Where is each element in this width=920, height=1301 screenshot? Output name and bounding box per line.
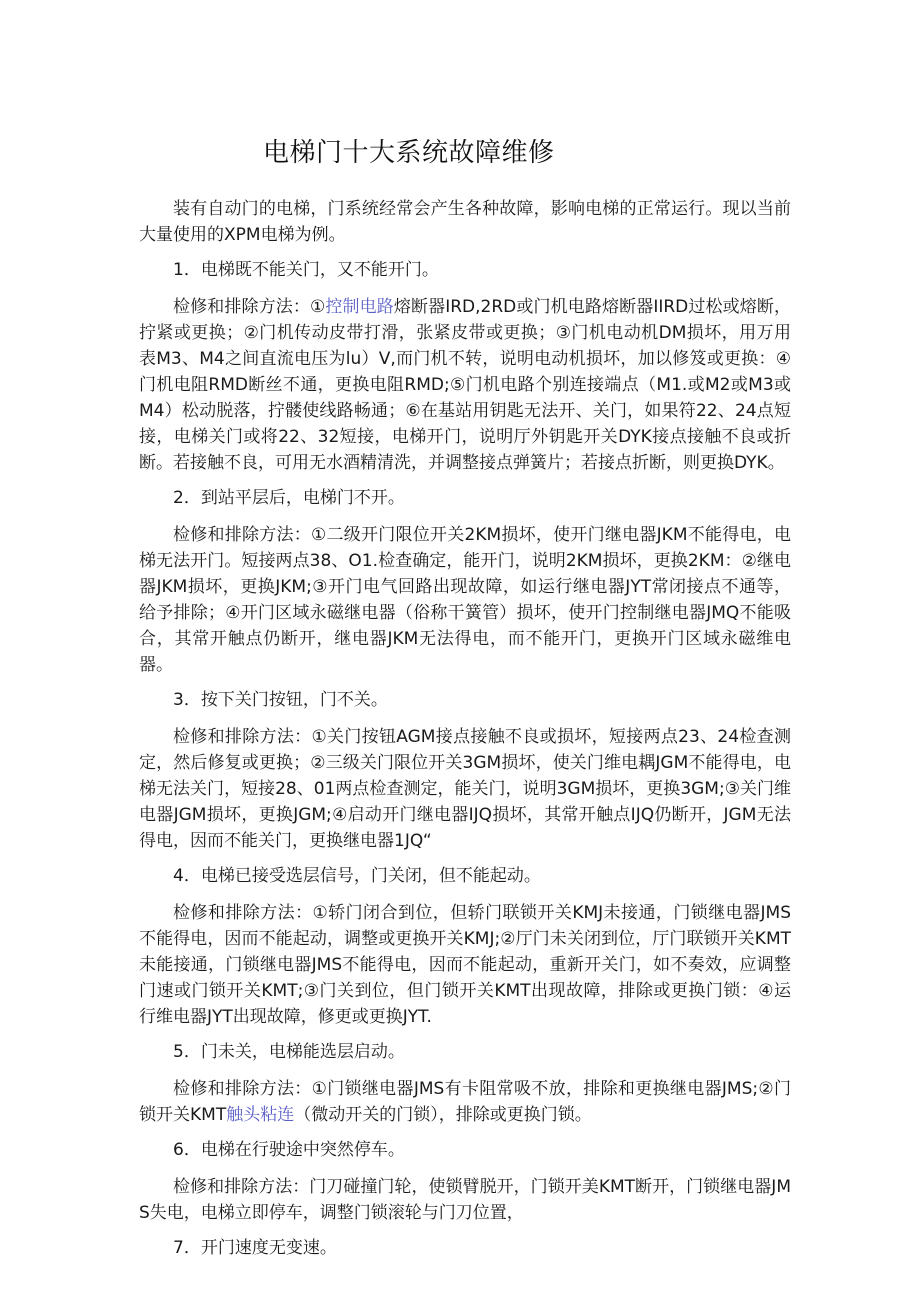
- section-5-body: [139, 1076, 791, 1128]
- section-6-body: 检修和排除方法：门刀碰撞门轮，使锁臂脱开，门锁开美KMT断开，门锁继电器JMS失电，电梯立即停车，调整门锁滚轮与门刀位置，: [139, 1177, 791, 1223]
- control-circuit-link[interactable]: 控制电路: [325, 297, 394, 317]
- section-4-heading: 4．电梯已接受选层信号，门关闭，但不能起动。: [173, 866, 541, 886]
- contact-welding-link[interactable]: 触头粘连: [226, 1105, 295, 1125]
- section-5-body-text: （微动开关的门锁），排除或更换门锁。: [294, 1105, 592, 1125]
- section-4-body: 检修和排除方法：①轿门闭合到位，但轿门联锁开关KMJ未接通，门锁继电器JMS不能得电，因而不能起动，调整或更换开关KMJ;②厅门未关闭到位，厅门联锁开关KMT未能接通，门锁继电器JMS不能得电，因而不能起动，重新开关门，如不奏效，应调整门速或门锁开关KMT;③门关到位，但门锁开关KMT出现故障，排除或更换门锁：④运行维电器JYT出现故障，修更或更换JYT.: [139, 903, 791, 1027]
- section-1-body-prefix: 检修和排除方法：①: [173, 297, 326, 317]
- section-1-body-text: 熔断器IRD,2RD或门机电路熔断器IIRD过松或熔断，拧紧或更换；②门机传动皮带打滑，张紧皮带或更换；③门机电动机DM损坏，用万用表M3、M4之间直流电压为lu）V,而门机不转，说明电动机损坏，加以修笈或更换：④门机电阻RMD断丝不通，更换电阻RMD;⑤门机电路个别连接端点（M1.或M2或M3或M4）松动脱落，拧髅使线路畅通；⑥在基站用钥匙无法开、关门，如果符22、24点短接，电梯关门或将22、32短接，电梯开门，说明厅外钥匙开关DYK接点接触不良或折断。若接触不良，可用无水酒精清洗，并调整接点弹簧片；若接点折断，则更换DYK。: [139, 297, 792, 473]
- page-title: 电梯门十大系统故障维修: [263, 138, 555, 168]
- section-2-body: 检修和排除方法：①二级开门限位开关2KM损坏，使开门继电器JKM不能得电，电梯无法开门。短接两点38、O1.检查确定，能开门，说明2KM损坏，更换2KM：②继电器JKM损坏，更换JKM;③开门电气回路出现故障，如运行继电器JYT常闭接点不通等，给予排除；④开门区域永磁继电器（俗称干簧管）损坏，使开门控制继电器JMQ不能吸合，其常开触点仍断开，继电器JKM无法得电，而不能开门，更换开门区域永磁维电器。: [139, 525, 791, 675]
- section-6-heading: 6．电梯在行驶途中突然停车。: [173, 1140, 405, 1160]
- section-1-heading: 1．电梯既不能关门，又不能开门。: [173, 260, 439, 280]
- section-5-heading: 5．门未关，电梯能选层启动。: [173, 1042, 405, 1062]
- document-body: [139, 196, 791, 1272]
- section-2-heading: 2．到站平层后，电梯门不开。: [173, 488, 405, 508]
- section-1-body: [139, 294, 791, 476]
- section-3-heading: 3．按下关门按钮，门不关。: [173, 690, 388, 710]
- section-3-body: 检修和排除方法：①关门按钮AGM接点接触不良或损坏，短接两点23、24检查测定，然后修复或更换；②三级关门限位开关3GM损坏，使关门维电耦JGM不能得电，电梯无法关门，短接28、01两点检查测定，能关门，说明3GM损坏，更换3GM;③关门维电器JGM损坏，更换JGM;④启动开门继电器IJQ损坏，其常开触点IJQ仍断开，JGM无法得电，因而不能关门，更换继电器1JQ“: [139, 727, 791, 851]
- intro-paragraph: 装有自动门的电梯，门系统经常会产生各种故障，影响电梯的正常运行。现以当前大量使用的XPM电梯为例。: [139, 199, 791, 245]
- section-5-body-prefix: 检修和排除方法：①门锁继电器JMS有卡阻常吸不放，排除和更换继电器JMS;②门锁开关KMT: [139, 1079, 791, 1125]
- section-7-heading: 7．开门速度无变速。: [173, 1238, 337, 1258]
